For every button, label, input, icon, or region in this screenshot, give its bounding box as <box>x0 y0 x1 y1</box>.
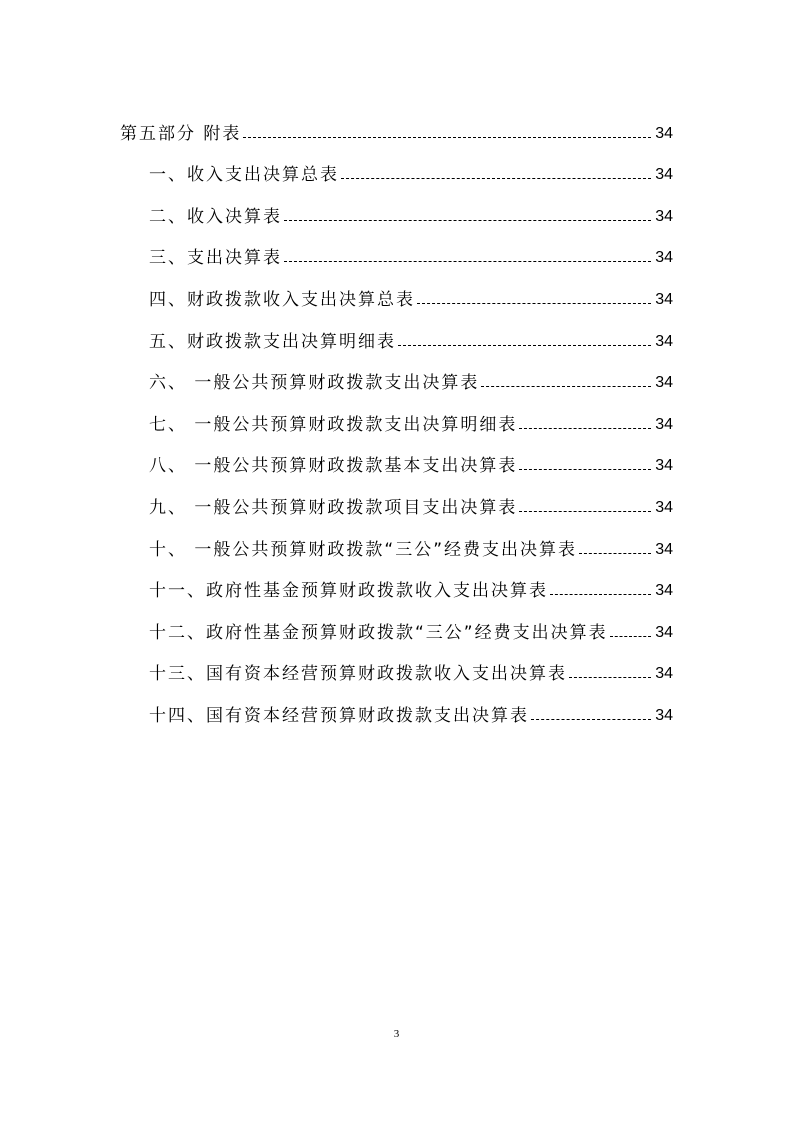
toc-page-number: 34 <box>655 374 673 392</box>
toc-leader <box>519 469 651 470</box>
toc-page-number: 34 <box>655 290 673 308</box>
toc-page-number: 34 <box>655 665 673 683</box>
toc-page-number: 34 <box>655 332 673 350</box>
toc-leader <box>531 719 651 720</box>
toc-entry <box>120 562 673 604</box>
toc-page-number: 34 <box>655 623 673 641</box>
toc-page-number: 34 <box>655 540 673 558</box>
footer-page-number: 3 <box>393 1028 400 1040</box>
toc-page-number: 34 <box>655 249 673 267</box>
toc-entry <box>120 686 673 728</box>
toc-entry-title: 二、收入决算表 <box>149 206 282 227</box>
toc-entry-title: 八、 一般公共预算财政拨款基本支出决算表 <box>149 456 518 477</box>
toc-entry <box>120 229 673 271</box>
toc-entry-title: 五、财政拨款支出决算明细表 <box>149 331 396 352</box>
toc-leader <box>243 137 651 138</box>
toc-entry <box>120 395 673 437</box>
toc-section-title: 第五部分 附表 <box>120 123 242 144</box>
toc-page-number: 34 <box>655 124 673 142</box>
toc-entry <box>120 603 673 645</box>
toc-page-number: 34 <box>655 582 673 600</box>
toc-entry-title: 十一、政府性基金预算财政拨款收入支出决算表 <box>149 581 548 602</box>
toc-entry-title: 十、 一般公共预算财政拨款“三公”经费支出决算表 <box>149 539 578 560</box>
toc-page-number: 34 <box>655 207 673 225</box>
toc-page-number: 34 <box>655 457 673 475</box>
toc-entry <box>120 270 673 312</box>
toc-leader <box>481 386 651 387</box>
toc-entry-title: 七、 一般公共预算财政拨款支出决算明细表 <box>149 414 518 435</box>
toc-leader <box>550 594 651 595</box>
toc-leader <box>569 677 651 678</box>
toc-leader <box>519 511 651 512</box>
toc-leader <box>519 428 651 429</box>
toc-entry <box>120 478 673 520</box>
toc-entry <box>120 437 673 479</box>
table-of-contents <box>120 104 673 728</box>
toc-entry <box>120 354 673 396</box>
toc-entry <box>120 520 673 562</box>
toc-entry-title: 一、收入支出决算总表 <box>149 165 339 186</box>
toc-page-number: 34 <box>655 415 673 433</box>
toc-entry-title: 三、支出决算表 <box>149 248 282 269</box>
toc-leader <box>417 303 651 304</box>
toc-entry-title: 九、 一般公共预算财政拨款项目支出决算表 <box>149 497 518 518</box>
toc-entry <box>120 146 673 188</box>
toc-page-number: 34 <box>655 166 673 184</box>
toc-entry-title: 六、 一般公共预算财政拨款支出决算表 <box>149 373 480 394</box>
toc-leader <box>341 178 651 179</box>
toc-entry <box>120 312 673 354</box>
toc-section-row <box>120 104 673 146</box>
toc-entry-title: 十二、政府性基金预算财政拨款“三公”经费支出决算表 <box>149 622 608 643</box>
toc-page-number: 34 <box>655 498 673 516</box>
toc-entry <box>120 645 673 687</box>
toc-page-number: 34 <box>655 706 673 724</box>
toc-leader <box>284 220 651 221</box>
toc-leader <box>398 345 651 346</box>
toc-entry <box>120 187 673 229</box>
toc-leader <box>610 636 652 637</box>
toc-entry-title: 四、财政拨款收入支出决算总表 <box>149 289 415 310</box>
toc-entry-title: 十三、国有资本经营预算财政拨款收入支出决算表 <box>149 664 567 685</box>
toc-leader <box>284 261 651 262</box>
toc-leader <box>579 553 651 554</box>
toc-entry-title: 十四、国有资本经营预算财政拨款支出决算表 <box>149 705 529 726</box>
